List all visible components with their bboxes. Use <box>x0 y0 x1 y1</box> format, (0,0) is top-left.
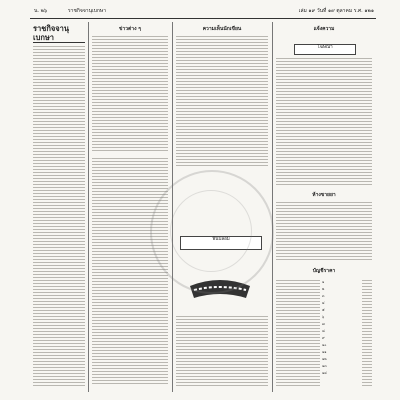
table-row: ๓ <box>322 294 325 298</box>
column-4-box: โฆษณา <box>294 44 356 55</box>
page-number: น. ๒๖ <box>34 8 48 14</box>
table-row: ๖ <box>322 315 325 319</box>
table-row: ๗ <box>322 322 325 326</box>
watermark-inner <box>170 190 252 272</box>
column-3-heading: ความเห็นนักเขียน <box>202 26 242 32</box>
column-4-text-b <box>276 202 372 262</box>
publication-name: ราชกิจจานุเบกษา <box>68 8 107 14</box>
table-row: ๘ <box>322 329 325 333</box>
table-row: ๑๒ <box>322 357 327 361</box>
column-4-table-left <box>276 280 320 386</box>
column-4-lower-heading: ห้างขายยา <box>312 192 336 198</box>
table-row: ๕ <box>322 308 325 312</box>
column-2-text-b <box>92 158 168 386</box>
masthead-title: ราชกิจจานุเบกษา <box>33 24 85 43</box>
column-3-text-b <box>176 316 268 386</box>
table-row: ๑ <box>322 280 325 284</box>
dentures-ad-title: ฟันปลอม <box>180 236 262 250</box>
column-4-table-right <box>362 280 372 386</box>
issue-date: เล่ม ๑๙ วันที่ ๑๙ ตุลาคม ร.ศ. ๑๒๑ <box>298 8 374 14</box>
table-row: ๑๓ <box>322 364 327 368</box>
table-row: ๙ <box>322 336 325 340</box>
table-row: ๑๐ <box>322 343 327 347</box>
column-2-text-a <box>92 36 168 151</box>
column-4-heading: แจ้งความ <box>313 26 335 32</box>
table-row: ๑๑ <box>322 350 327 354</box>
table-row: ๔ <box>322 301 325 305</box>
column-4-text-a <box>276 58 372 186</box>
column-1-text <box>33 46 85 386</box>
page-header <box>34 6 374 16</box>
column-2-heading: ข่าวต่าง ๆ <box>119 26 141 32</box>
column-3-text-a <box>176 36 268 166</box>
column-4-table-heading: บัญชีราคา <box>312 268 336 274</box>
header-rule <box>30 18 376 19</box>
table-row: ๒ <box>322 287 325 291</box>
table-row: ๑๔ <box>322 371 327 375</box>
